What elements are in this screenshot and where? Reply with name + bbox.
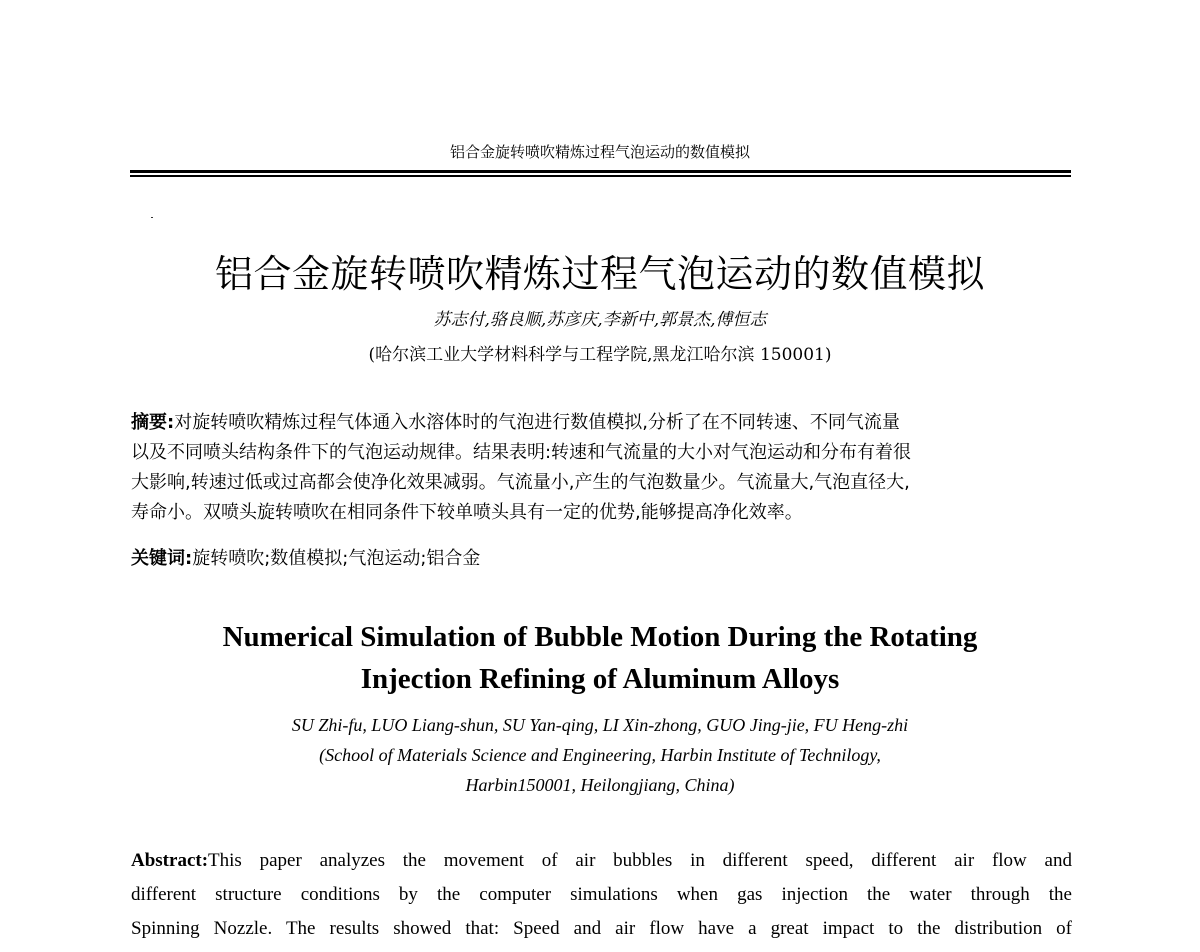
header-rule-thick: [130, 170, 1071, 173]
chinese-abstract-line: 寿命小。双喷头旋转喷吹在相同条件下较单喷头具有一定的优势,能够提高净化效率。: [131, 502, 803, 523]
chinese-abstract-text: 对旋转喷吹精炼过程气体通入水溶体时的气泡进行数值模拟,分析了在不同转速、不同气流量: [174, 412, 900, 433]
chinese-abstract-line: [131, 408, 1073, 438]
english-affiliation-line: Harbin150001, Heilongjiang, China): [465, 775, 735, 795]
english-abstract-line: Spinning Nozzle. The results showed that: Speed and air flow have a great impact to the distribution of: [131, 918, 1072, 939]
chinese-title: 铝合金旋转喷吹精炼过程气泡运动的数值模拟: [214, 252, 985, 296]
english-abstract: [131, 844, 1072, 946]
chinese-authors: 苏志付,骆良顺,苏彦庆,李新中,郭景杰,傅恒志: [433, 310, 767, 330]
scan-speck: [151, 217, 153, 218]
english-abstract-line: different structure conditions by the computer simulations when gas injection the water through the: [131, 884, 1072, 905]
chinese-abstract-line: 以及不同喷头结构条件下的气泡运动规律。结果表明:转速和气流量的大小对气泡运动和分布有着很: [131, 442, 912, 463]
english-affiliation-line: (School of Materials Science and Engineering, Harbin Institute of Technilogy,: [319, 745, 881, 765]
chinese-affiliation: (哈尔滨工业大学材料科学与工程学院,黑龙江哈尔滨 150001): [368, 345, 832, 365]
english-authors: SU Zhi-fu, LUO Liang-shun, SU Yan-qing, LI Xin-zhong, GUO Jing-jie, FU Heng-zhi: [291, 715, 909, 735]
english-title-line: Injection Refining of Aluminum Alloys: [360, 663, 840, 695]
english-affiliation: [130, 740, 1070, 800]
header-rule-thin: [130, 175, 1071, 177]
chinese-keywords-text: 旋转喷吹;数值模拟;气泡运动;铝合金: [192, 548, 481, 569]
english-abstract-text: This paper analyzes the movement of air bubbles in different speed, different air flow and: [208, 850, 1072, 871]
english-title: [130, 616, 1070, 700]
chinese-abstract: [131, 408, 1073, 528]
chinese-keywords: [131, 544, 1073, 574]
chinese-abstract-line: 大影响,转速过低或过高都会使净化效果减弱。气流量小,产生的气泡数量少。气流量大,气泡直径大,: [131, 472, 910, 493]
chinese-abstract-label: 摘要:: [131, 412, 175, 433]
chinese-keywords-label: 关键词:: [131, 548, 193, 569]
english-title-line: Numerical Simulation of Bubble Motion During the Rotating: [222, 621, 978, 653]
english-abstract-line: [131, 844, 1072, 878]
running-head: 铝合金旋转喷吹精炼过程气泡运动的数值模拟: [449, 143, 750, 161]
english-abstract-label: Abstract:: [131, 850, 209, 871]
